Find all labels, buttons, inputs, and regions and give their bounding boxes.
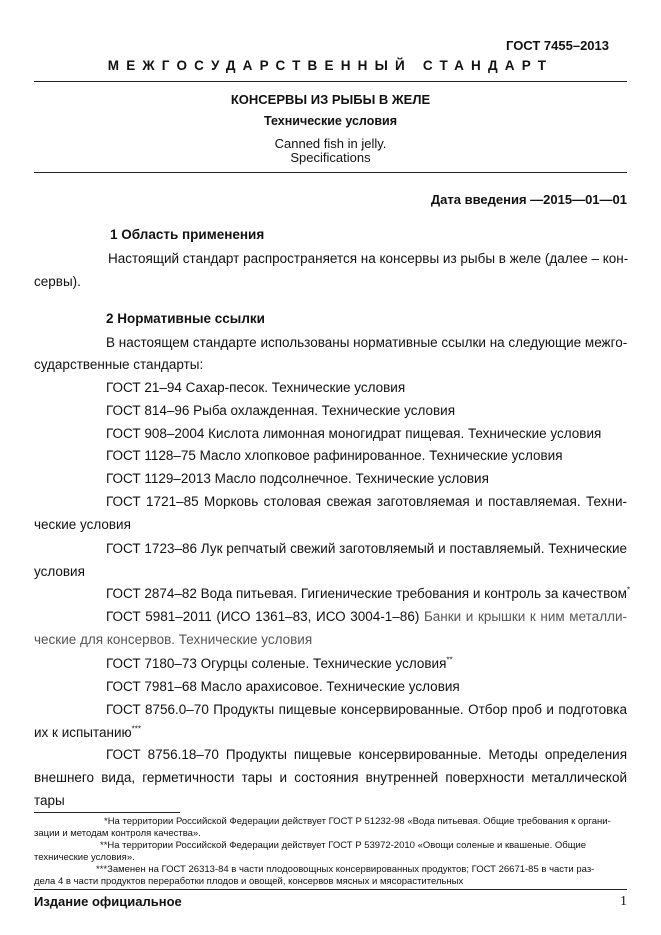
document-title: КОНСЕРВЫ ИЗ РЫБЫ В ЖЕЛЕ [230,92,431,107]
reference-item: ГОСТ 8756.0–70 Продукты пищевые консервированные. Отбор проб и подготовка [106,702,627,717]
section-1-text-line1: Настоящий стандарт распространяется на консервы из рыбы в желе (далее – кон- [108,251,629,266]
introduction-date: Дата введения —2015—01—01 [430,192,627,207]
reference-item: ГОСТ 814–96 Рыба охлажденная. Технические условия [106,403,456,418]
page-number: 1 [620,894,627,909]
reference-item: ГОСТ 1129–2013 Масло подсолнечное. Технические условия [106,471,489,486]
reference-text-gray: Банки и крышки к ним металли- [423,609,627,624]
header-divider [34,81,627,82]
reference-item: ГОСТ 1721–85 Морковь столовая свежая заготовляемая и поставляемая. Техни- [106,494,627,509]
footer-divider [34,889,627,890]
document-subtitle: Технические условия [263,114,397,128]
footnote-mark: * [626,585,631,595]
footnote-divider [34,812,180,813]
official-edition-label: Издание официальное [34,894,182,909]
footnote-3: ***Заменен на ГОСТ 26313-84 в части плодоовощных консервированных продуктов; ГОСТ 26671-85 в части раз- [96,864,595,875]
reference-item-continuation: ческие условия [34,517,131,532]
reference-item-continuation: условия [34,564,85,579]
footnote-mark: ** [446,655,453,665]
title-divider [34,172,627,173]
reference-item-continuation [34,725,141,740]
section-2-intro-line2: сударственные стандарты: [34,357,204,372]
reference-text: их к испытанию [34,725,132,740]
english-title: Canned fish in jelly. [274,136,387,151]
reference-item [106,656,453,671]
reference-item-continuation: тары [34,793,65,808]
reference-item: ГОСТ 21–94 Сахар-песок. Технические условия [106,380,406,395]
interstate-standard-label: МЕЖГОСУДАРСТВЕННЫЙ СТАНДАРТ [107,58,554,73]
footnote-mark: *** [131,724,142,734]
footnote-2-continuation: технические условия». [34,852,135,863]
footnote-1: *На территории Российской Федерации действует ГОСТ Р 51232-98 «Вода питьевая. Общие требования к органи- [104,816,611,827]
footnote-2: **На территории Российской Федерации действует ГОСТ Р 53972-2010 «Овощи соленые и квашеные. Общие [100,840,587,851]
reference-item-continuation: внешнего вида, герметичности тары и состояния внутренней поверхности металлической [34,770,627,785]
standard-number: ГОСТ 7455–2013 [506,38,609,53]
reference-text: ГОСТ 5981–2011 (ИСО 1361–83, ИСО 3004-1–86) [106,609,420,624]
reference-text: ГОСТ 7180–73 Огурцы соленые. Технические условия [106,656,447,671]
reference-item: ГОСТ 1128–75 Масло хлопковое рафинированное. Технические условия [106,448,563,463]
reference-item-continuation: ческие для консервов. Технические условия [34,632,313,647]
english-subtitle: Specifications [290,150,371,165]
section-1-text-line2: сервы). [34,274,81,289]
reference-item: ГОСТ 1723–86 Лук репчатый свежий заготовляемый и поставляемый. Технические [106,541,627,556]
section-2-heading: 2 Нормативные ссылки [106,311,265,326]
reference-item: ГОСТ 8756.18–70 Продукты пищевые консервированные. Методы определения [106,747,627,762]
reference-item [106,586,630,601]
section-2-intro-line1: В настоящем стандарте использованы нормативные ссылки на следующие межго- [106,335,628,350]
footnote-1-continuation: зации и методам контроля качества». [34,828,201,839]
reference-text: ГОСТ 2874–82 Вода питьевая. Гигиенические требования и контроль за качеством [106,586,627,601]
reference-item [106,609,627,624]
reference-item: ГОСТ 908–2004 Кислота лимонная моногидрат пищевая. Технические условия [106,426,602,441]
footnote-3-continuation: дела 4 в части продуктов переработки плодов и овощей, консервов мясных и мясорастительных [34,876,464,887]
reference-item: ГОСТ 7981–68 Масло арахисовое. Технические условия [106,679,460,694]
section-1-heading: 1 Область применения [110,227,265,242]
